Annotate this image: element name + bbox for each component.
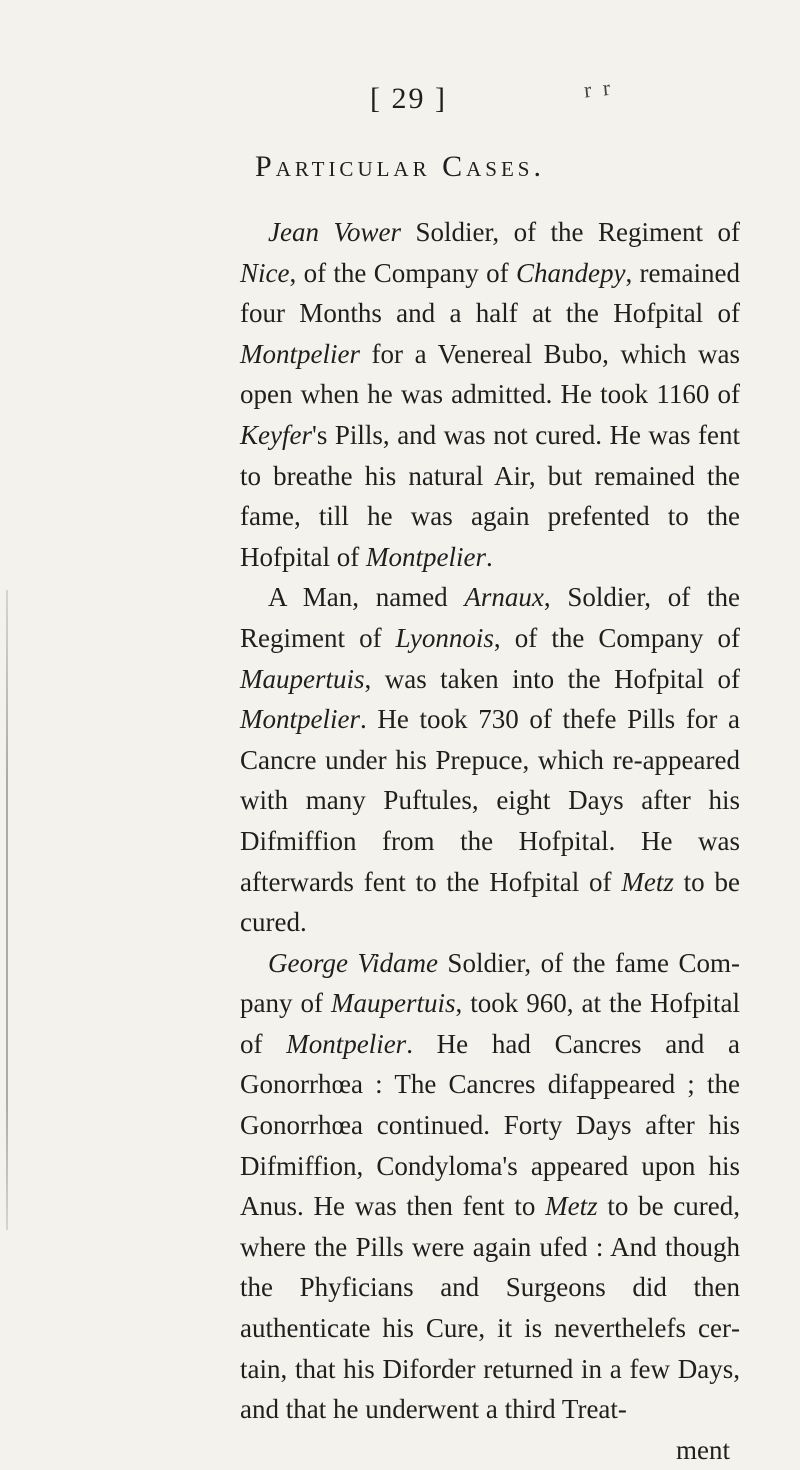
page-edge-shadow [6,590,8,1230]
case-paragraph-2: A Man, named Arnaux, Soldier, of the Regiment of Lyonnois, of the Company of Maupertuis, was taken into the Hofpital of Montpelier. He took 730 of thefe Pills for a Cancre under his Prepuce, which re-appeared with many Puftules, eight Days after his Difmiffion from the Hofpital. He was afterwards fent to the Hofpital of Metz to be cured. [240,582,740,938]
ink-mark: r r [582,74,615,103]
page-header [0,74,800,122]
catchword: ment [676,1434,730,1465]
page-number: [ 29 ] [370,82,447,115]
patient-name: George Vidame [268,947,438,978]
case-paragraph-1: Jean Vower Soldier, of the Regiment of Nice, of the Company of Chandepy, remained four Months and a half at the Hofpital of Montpelier for a Venereal Bubo, which was open when he was admitted. He took 1160 of Keyfer's Pills, and was not cured. He was fent to breathe his natural Air, but remained the fame, till he was again prefented to the Hofpital of Montpelier. [240,217,741,572]
section-title: Particular Cases. [255,150,545,183]
patient-name: Arnaux [464,582,544,613]
case-paragraph-3: George Vidame Soldier, of the fame Company of Maupertuis, took 960, at the Hofpital of Montpelier. He had Cancres and a Gonorrhœa : The Cancres difappeared ; the Gonorrhœa continued. Forty Days after his Difmiffion, Condyloma's appeared upon his Anus. He was then fent to Metz to be cured, where the Pills were again ufed : And though the Phyficians and Surgeons did then authenticate his Cure, it is neverthelefs certain, that his Diforder returned in a few Days, and that he underwent a third Treat- [240,947,740,1425]
patient-name: Jean Vower [268,217,401,247]
body-text [240,212,740,1470]
